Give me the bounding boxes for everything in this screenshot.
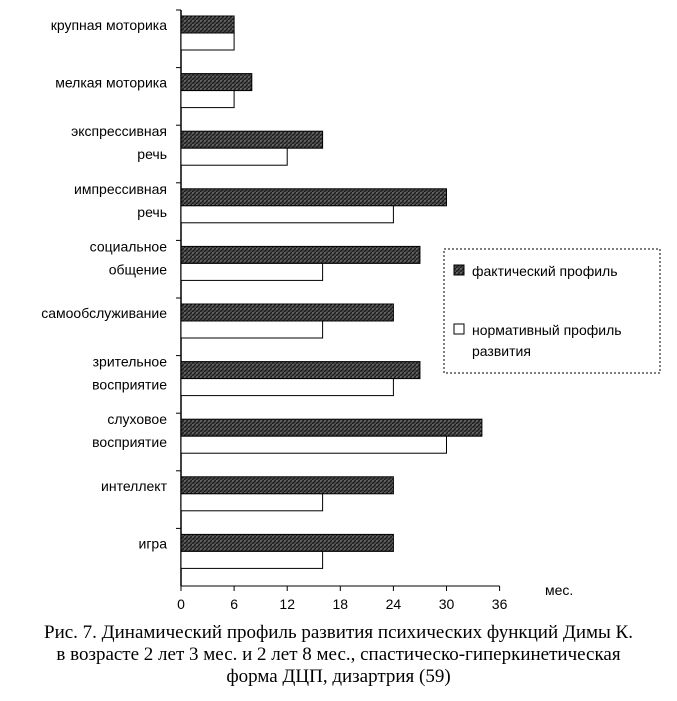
category-label-line: общение — [108, 261, 167, 278]
category-label-line: зрительное — [92, 353, 167, 370]
category-label — [92, 354, 167, 393]
bar-actual — [181, 419, 482, 436]
legend-swatch-actual — [454, 265, 464, 275]
category-label: мелкая моторика — [55, 74, 167, 91]
bar-actual — [181, 131, 323, 148]
legend — [444, 249, 660, 373]
bar-actual — [181, 189, 447, 206]
bar-actual — [181, 534, 393, 551]
bar-normative — [181, 436, 447, 453]
bar-actual — [181, 362, 420, 379]
bar-actual — [181, 304, 393, 321]
bar-actual — [181, 74, 252, 91]
category-label-line: социальное — [89, 238, 167, 255]
category-labels — [41, 17, 167, 551]
category-label: крупная моторика — [50, 17, 167, 33]
x-tick-label: 24 — [385, 596, 402, 612]
x-tick-label: 6 — [230, 596, 238, 612]
bar-actual — [181, 477, 393, 494]
x-tick-label: 0 — [177, 596, 185, 612]
category-label-line: восприятие — [92, 434, 167, 451]
bar-actual — [181, 246, 420, 263]
category-label — [90, 238, 168, 277]
category-label-line: слуховое — [107, 411, 167, 428]
category-label-line: речь — [137, 203, 167, 220]
legend-label-line: развития — [472, 343, 531, 359]
category-label — [71, 123, 167, 162]
bar-normative — [181, 91, 234, 108]
bar-normative — [181, 148, 287, 165]
category-label — [92, 411, 167, 450]
legend-swatch-normative — [454, 324, 464, 334]
x-tick-label: 12 — [279, 596, 295, 612]
bar-normative — [181, 494, 323, 511]
bar-normative — [181, 321, 323, 338]
category-label-line: речь — [137, 146, 167, 163]
category-label: самообслуживание — [41, 305, 167, 321]
bar-normative — [181, 263, 323, 280]
bars — [181, 16, 482, 568]
bar-actual — [181, 16, 234, 33]
category-label-line: импрессивная — [74, 180, 167, 197]
category-label: игра — [138, 535, 167, 552]
x-tick-label: 30 — [438, 596, 455, 612]
bar-normative — [181, 551, 323, 568]
category-label-line: экспрессивная — [71, 123, 167, 140]
caption-line-1: Рис. 7. Динамический профиль развития психических функций Димы К. — [44, 622, 633, 643]
bar-normative — [181, 33, 234, 50]
legend-label-actual: фактический профиль — [472, 263, 618, 279]
category-label-line: восприятие — [92, 376, 167, 393]
bar-normative — [181, 206, 393, 223]
category-label: интеллект — [101, 477, 167, 494]
bar-normative — [181, 379, 393, 396]
caption-line-3: форма ДЦП, дизартрия (59) — [226, 666, 451, 687]
figure-caption — [0, 622, 677, 688]
category-label — [74, 181, 167, 220]
legend-label-line: нормативный профиль — [472, 322, 622, 338]
x-tick-label: 18 — [332, 596, 349, 612]
x-unit-label: мес. — [545, 582, 574, 598]
caption-line-2: в возрасте 2 лет 3 мес. и 2 лет 8 мес., спастическо-гиперкинетическая — [56, 644, 621, 665]
x-tick-label: 36 — [491, 596, 508, 612]
